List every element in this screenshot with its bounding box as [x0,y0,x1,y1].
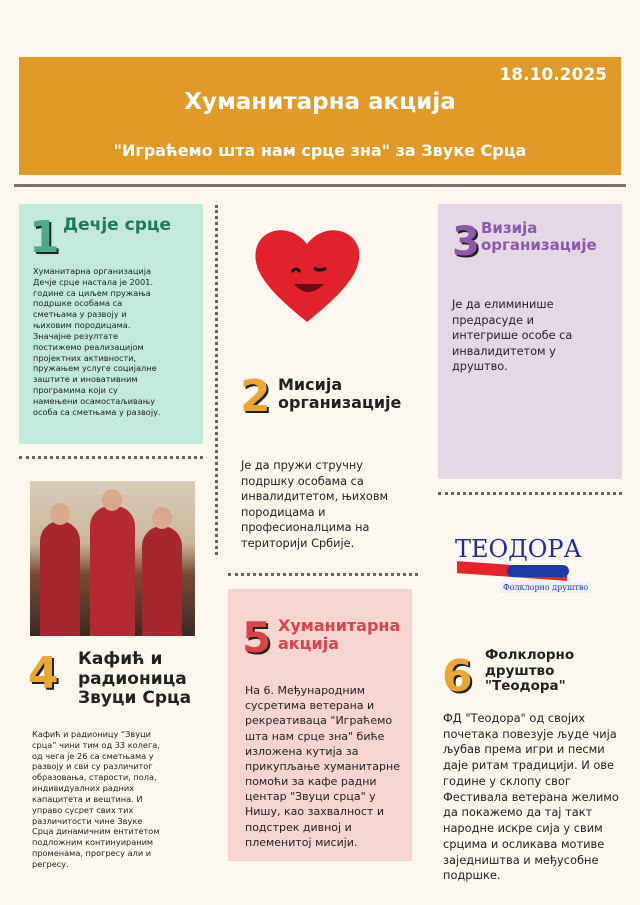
page-title: Хуманитарна акција [184,89,456,115]
section-title: Мисија организације [278,375,402,413]
section-1-card [19,204,203,444]
section-number: 4 [28,648,59,699]
section-number: 2 [240,371,271,422]
divider [19,456,203,459]
section-text: Је да пружи стручну подршку особама са инвалидитетом, њиховм породицама и професионалцима на територији Србије. [241,459,389,550]
logo-tagline: Фолклорно друштво [500,582,591,593]
section-number: 6 [442,651,473,702]
logo-name: ТЕОДОРА [455,535,582,563]
section-5-card [228,589,412,861]
section-title: Визија организације [481,219,597,255]
section-title: Кафић и радионица Звуци Срца [78,649,192,709]
date: 18.10.2025 [499,65,607,85]
heart-icon [250,222,365,327]
section-title: Дечје срце [63,215,171,235]
section-number: 5 [242,613,272,662]
section-3-card [438,204,622,479]
section-text: Је да елиминише предрасуде и интегрише особе са инвалидитетом у друштво. [452,298,573,374]
divider [215,205,218,555]
page-subtitle: "Играћемо шта нам срце зна" за Звуке Срца [113,141,527,160]
section-text: Хуманитарна организација Дечје срце настала је 2001. године са циљем пружања подршке особама са сметњама у развоју и њиховим породицама. Значајне резултате постижемо реализацијом пројектних активности, пружањем услуге социјалне заштите и иновативним програмима који су намењени осамостаљивању особа са сметњама у развоју. [33,266,161,417]
team-photo [30,481,195,636]
section-title: Фолклорно друштво "Теодора" [485,647,575,695]
teodora-logo [455,535,610,600]
section-number: 1 [29,212,60,263]
divider [228,573,418,576]
divider [14,184,626,187]
header-banner [19,57,621,175]
section-title: Хуманитарна акција [278,616,401,654]
section-text: На 6. Међународним сусретима ветерана и рекреативаца "Играћемо шта нам срце зна" биће изложена кутија за прикупљање хуманитарне помоћи за кафе радни центар "Звуци срца" у Нишу, као захвалност и подстрек дивној и племенитој мисији. [245,684,400,849]
section-text: Кафић и радионицу “Звуци срца” чини тим од 33 колега, од чега је 26 са сметњама у развоју и сви су различитог образовања, старости, пола, индивидуалних радних капацитета и вештина. И управо сусрет свих тих различитости чине Звуке Срца динамичним ентитетом подложним континуираним променама, прогресу али и регресу. [32,729,160,869]
divider [438,492,622,495]
section-text: ФД "Теодора" од својих почетака повезује људе чија љубав према игри и песми даје ритам традицији. И ове године у склопу свог Фестивала ветерана желимо да покажемо да тај такт народне искре сија у свим срцима и осликава мотиве заједништва и међусобне подршке. [443,711,619,883]
section-number: 3 [452,219,480,265]
